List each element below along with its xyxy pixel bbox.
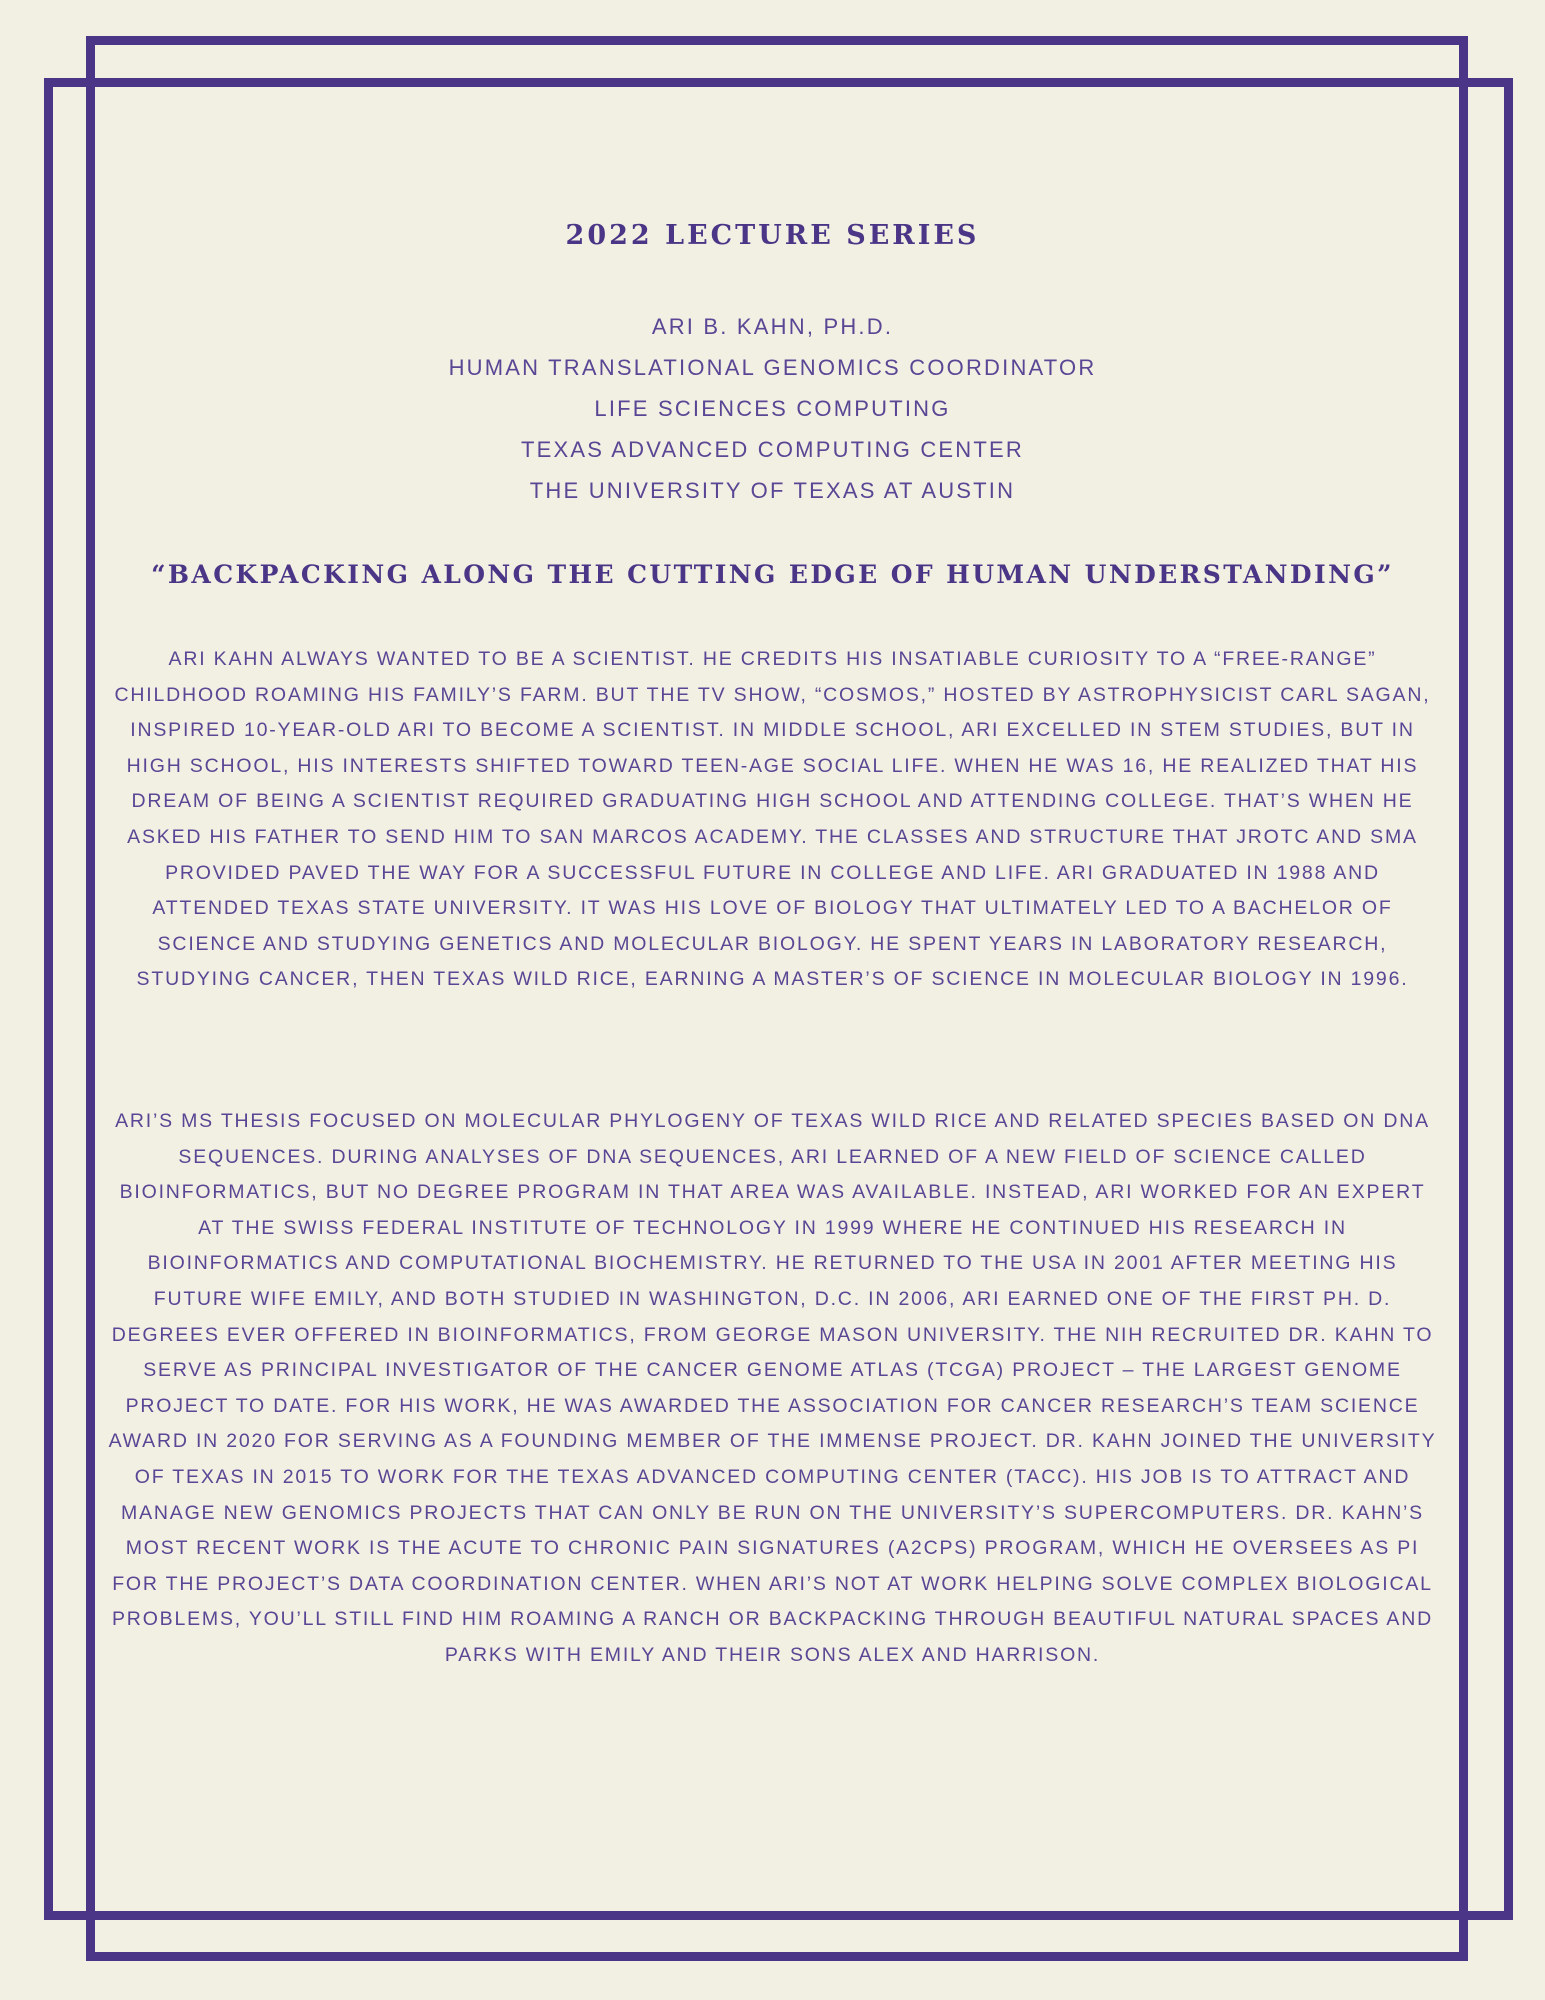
speaker-name: ARI B. KAHN, PH.D. — [651, 314, 894, 339]
talk-title: “BACKPACKING ALONG THE CUTTING EDGE OF HUMAN UNDERSTANDING” — [151, 560, 1394, 589]
bio-paragraph-2: ARI’S MS THESIS FOCUSED ON MOLECULAR PHYLOGENY OF TEXAS WILD RICE AND RELATED SPECIES BASED ON DNA SEQUENCES. DURING ANALYSES OF DNA SEQUENCES, ARI LEARNED OF A NEW FIELD OF SCIENCE CALLED BIOINFORMATICS, BUT NO DEGREE PROGRAM IN THAT AREA WAS AVAILABLE. INSTEAD, ARI WORKED FOR AN EXPERT AT THE SWISS FEDERAL INSTITUTE OF TECHNOLOGY IN 1999 WHERE HE CONTINUED HIS RESEARCH IN BIOINFORMATICS AND COMPUTATIONAL BIOCHEMISTRY. HE RETURNED TO THE USA IN 2001 AFTER MEETING HIS FUTURE WIFE EMILY, AND BOTH STUDIED IN WASHINGTON, D.C. IN 2006, ARI EARNED ONE OF THE FIRST PH. D. DEGREES EVER OFFERED IN BIOINFORMATICS, FROM GEORGE MASON UNIVERSITY. THE NIH RECRUITED DR. KAHN TO SERVE AS PRINCIPAL INVESTIGATOR OF THE CANCER GENOME ATLAS (TCGA) PROJECT – THE LARGEST GENOME PROJECT TO DATE. FOR HIS WORK, HE WAS AWARDED THE ASSOCIATION FOR CANCER RESEARCH’S TEAM SCIENCE AWARD IN 2020 FOR SERVING AS A FOUNDING MEMBER OF THE IMMENSE PROJECT. DR. KAHN JOINED THE UNIVERSITY OF TEXAS IN 2015 TO WORK FOR THE TEXAS ADVANCED COMPUTING CENTER (TACC). HIS JOB IS TO ATTRACT AND MANAGE NEW GENOMICS PROJECTS THAT CAN ONLY BE RUN ON THE UNIVERSITY’S SUPERCOMPUTERS. DR. KAHN’S MOST RECENT WORK IS THE ACUTE TO CHRONIC PAIN SIGNATURES (A2CPS) PROGRAM, WHICH HE OVERSEES AS PI FOR THE PROJECT’S DATA COORDINATION CENTER. WHEN ARI’S NOT AT WORK HELPING SOLVE COMPLEX BIOLOGICAL PROBLEMS, YOU’LL STILL FIND HIM ROAMING A RANCH OR BACKPACKING THROUGH BEAUTIFUL NATURAL SPACES AND PARKS WITH EMILY AND THEIR SONS ALEX AND HARRISON. — [108, 1110, 1437, 1666]
speaker-center: TEXAS ADVANCED COMPUTING CENTER — [521, 437, 1024, 462]
bio-paragraph-1: ARI KAHN ALWAYS WANTED TO BE A SCIENTIST. HE CREDITS HIS INSATIABLE CURIOSITY TO A “FREE-RANGE” CHILDHOOD ROAMING HIS FAMILY’S FARM. BUT THE TV SHOW, “COSMOS,” HOSTED BY ASTROPHYSICIST CARL SAGAN, INSPIRED 10-YEAR-OLD ARI TO BECOME A SCIENTIST. IN MIDDLE SCHOOL, ARI EXCELLED IN STEM STUDIES, BUT IN HIGH SCHOOL, HIS INTERESTS SHIFTED TOWARD TEEN-AGE SOCIAL LIFE. WHEN HE WAS 16, HE REALIZED THAT HIS DREAM OF BEING A SCIENTIST REQUIRED GRADUATING HIGH SCHOOL AND ATTENDING COLLEGE. THAT’S WHEN HE ASKED HIS FATHER TO SEND HIM TO SAN MARCOS ACADEMY. THE CLASSES AND STRUCTURE THAT JROTC AND SMA PROVIDED PAVED THE WAY FOR A SUCCESSFUL FUTURE IN COLLEGE AND LIFE. ARI GRADUATED IN 1988 AND ATTENDED TEXAS STATE UNIVERSITY. IT WAS HIS LOVE OF BIOLOGY THAT ULTIMATELY LED TO A BACHELOR OF SCIENCE AND STUDYING GENETICS AND MOLECULAR BIOLOGY. HE SPENT YEARS IN LABORATORY RESEARCH, STUDYING CANCER, THEN TEXAS WILD RICE, EARNING A MASTER’S OF SCIENCE IN MOLECULAR BIOLOGY IN 1996. — [114, 648, 1431, 991]
speaker-university: THE UNIVERSITY OF TEXAS AT AUSTIN — [529, 478, 1016, 503]
speaker-department: LIFE SCIENCES COMPUTING — [594, 396, 951, 421]
speaker-info — [108, 306, 1437, 511]
series-title: 2022 LECTURE SERIES — [565, 220, 980, 251]
speaker-position: HUMAN TRANSLATIONAL GENOMICS COORDINATOR — [448, 355, 1097, 380]
